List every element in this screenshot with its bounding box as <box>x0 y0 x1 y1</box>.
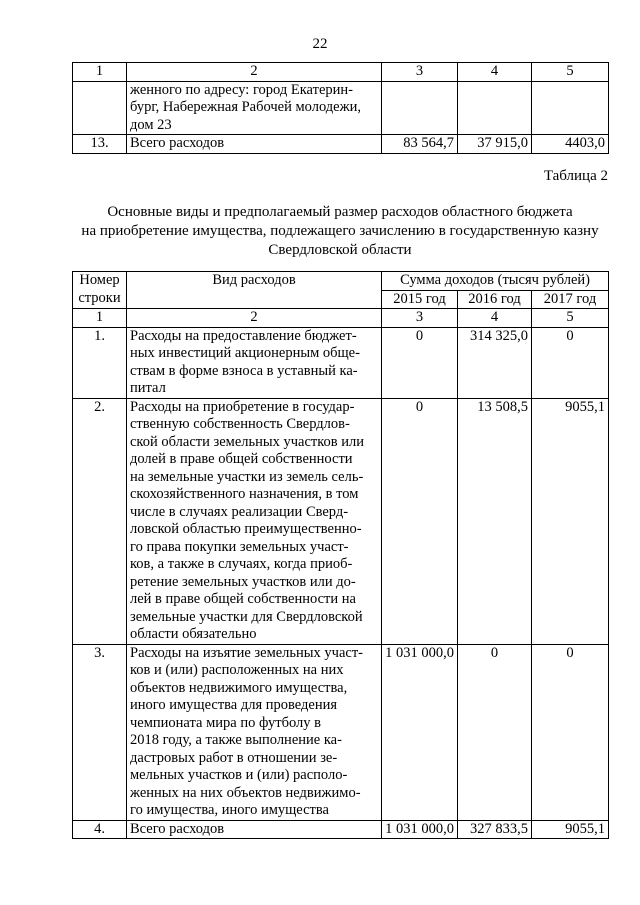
value-cell: 4403,0 <box>532 135 609 154</box>
row-description <box>127 644 382 820</box>
text-line: ственную собственность Свердлов- <box>130 416 350 432</box>
header-row-number <box>73 272 127 309</box>
value-cell-v2016: 0 <box>458 644 532 820</box>
table-header-cell: 3 <box>382 63 458 82</box>
text-line: лей в праве общей собственности на <box>130 591 356 607</box>
value-cell-v2017: 0 <box>532 644 609 820</box>
table-index-row <box>73 63 609 82</box>
text-line: земельные участки для Свердловской <box>130 608 363 625</box>
text-line: области обязательно <box>130 626 257 642</box>
value-cell-v2017: 0 <box>532 327 609 398</box>
table-row <box>73 81 609 135</box>
text-line: дастровых работ в отношении зе- <box>130 749 338 766</box>
text-line: го права покупки земельных участ- <box>130 538 349 555</box>
index-cell: 4 <box>458 309 532 328</box>
index-cell: 2 <box>127 309 382 328</box>
text-line: Расходы на изъятие земельных участ- <box>130 644 363 661</box>
table-header-cell: 1 <box>73 63 127 82</box>
table-cell <box>458 81 532 135</box>
table-caption <box>0 203 640 260</box>
value-cell-v2016: 314 325,0 <box>458 327 532 398</box>
caption-line: Основные виды и предполагаемый размер расходов областного бюджета <box>107 204 573 220</box>
page-number: 22 <box>312 36 328 52</box>
row-number: 1. <box>73 327 127 398</box>
value-cell-v2017: 9055,1 <box>532 398 609 644</box>
text-line: го имущества, иного имущества <box>130 802 329 818</box>
text-line: объектов недвижимого имущества, <box>130 679 348 696</box>
table-row <box>73 398 609 644</box>
text-line: женного по адресу: город Екатерин- <box>130 81 353 98</box>
value-cell-v2015: 1 031 000,0 <box>382 820 458 839</box>
table-row <box>73 644 609 820</box>
row-number: 2. <box>73 398 127 644</box>
text-line: Всего расходов <box>130 820 225 837</box>
text-line: долей в праве общей собственности <box>130 451 353 467</box>
row-description <box>127 398 382 644</box>
value-cell: 83 564,7 <box>382 135 458 154</box>
table-row <box>73 820 609 839</box>
expenses-table <box>72 271 609 839</box>
text-line: женных на них объектов недвижимо- <box>130 784 361 801</box>
caption-line: на приобретение имущества, подлежащего зачислению в государственную казну <box>81 223 599 239</box>
header-kind: Вид расходов <box>127 272 382 309</box>
value-cell-v2015: 0 <box>382 398 458 644</box>
header-year: 2017 год <box>532 290 609 309</box>
text-line: ретение земельных участков или до- <box>130 573 356 590</box>
text-line: дом 23 <box>130 116 172 133</box>
text-line: ской области земельных участков или <box>130 433 365 450</box>
text-line: мельных участков и (или) располо- <box>130 767 348 783</box>
text-line: 2018 году, а также выполнение ка- <box>130 732 342 748</box>
value-cell-v2015: 0 <box>382 327 458 398</box>
expenses-table-body <box>73 327 609 839</box>
text-line: ных инвестиций акционерным обще- <box>130 345 360 361</box>
table-header-cell: 2 <box>127 63 382 82</box>
header-year: 2016 год <box>458 290 532 309</box>
header-text: Номер <box>79 272 120 288</box>
header-text: строки <box>78 289 121 306</box>
value-cell-v2016: 327 833,5 <box>458 820 532 839</box>
table-cell <box>532 81 609 135</box>
index-cell: 1 <box>73 309 127 328</box>
row-description <box>127 327 382 398</box>
text-line: ков и (или) расположенных на них <box>130 662 344 678</box>
value-cell-v2017: 9055,1 <box>532 820 609 839</box>
header-year: 2015 год <box>382 290 458 309</box>
text-line: скохозяйственного назначения, в том <box>130 486 359 502</box>
text-line: Расходы на предоставление бюджет- <box>130 327 357 344</box>
text-line: Расходы на приобретение в государ- <box>130 398 355 415</box>
text-line: на земельные участки из земель сель- <box>130 468 364 485</box>
caption-line: Свердловской области <box>268 242 412 258</box>
text-line: числе в случаях реализации Сверд- <box>130 503 349 520</box>
table-cell-description <box>127 81 382 135</box>
index-cell: 3 <box>382 309 458 328</box>
table-cell <box>382 81 458 135</box>
table-row-total <box>73 135 609 154</box>
table-header-cell: 5 <box>532 63 609 82</box>
text-line: чемпионата мира по футболу в <box>130 714 321 731</box>
value-cell-v2015: 1 031 000,0 <box>382 644 458 820</box>
table-header-cell: 4 <box>458 63 532 82</box>
row-name: Всего расходов <box>127 135 382 154</box>
table-header-row <box>73 272 609 291</box>
value-cell: 37 915,0 <box>458 135 532 154</box>
table-index-row <box>73 309 609 328</box>
table-row <box>73 327 609 398</box>
value-cell-v2016: 13 508,5 <box>458 398 532 644</box>
table-cell <box>73 81 127 135</box>
table-label: Таблица 2 <box>543 168 608 184</box>
row-description <box>127 820 382 839</box>
header-sum: Сумма доходов (тысяч рублей) <box>382 272 609 291</box>
continuation-table <box>72 62 609 154</box>
text-line: ствам в форме взноса в уставный ка- <box>130 362 358 379</box>
text-line: ловской областью преимущественно- <box>130 521 362 537</box>
text-line: бург, Набережная Рабочей молодежи, <box>130 99 361 115</box>
row-number: 4. <box>73 820 127 839</box>
text-line: питал <box>130 380 166 396</box>
text-line: иного имущества для проведения <box>130 697 338 713</box>
index-cell: 5 <box>532 309 609 328</box>
text-line: ков, а также в случаях, когда приоб- <box>130 556 353 572</box>
row-number: 13. <box>73 135 127 154</box>
row-number: 3. <box>73 644 127 820</box>
